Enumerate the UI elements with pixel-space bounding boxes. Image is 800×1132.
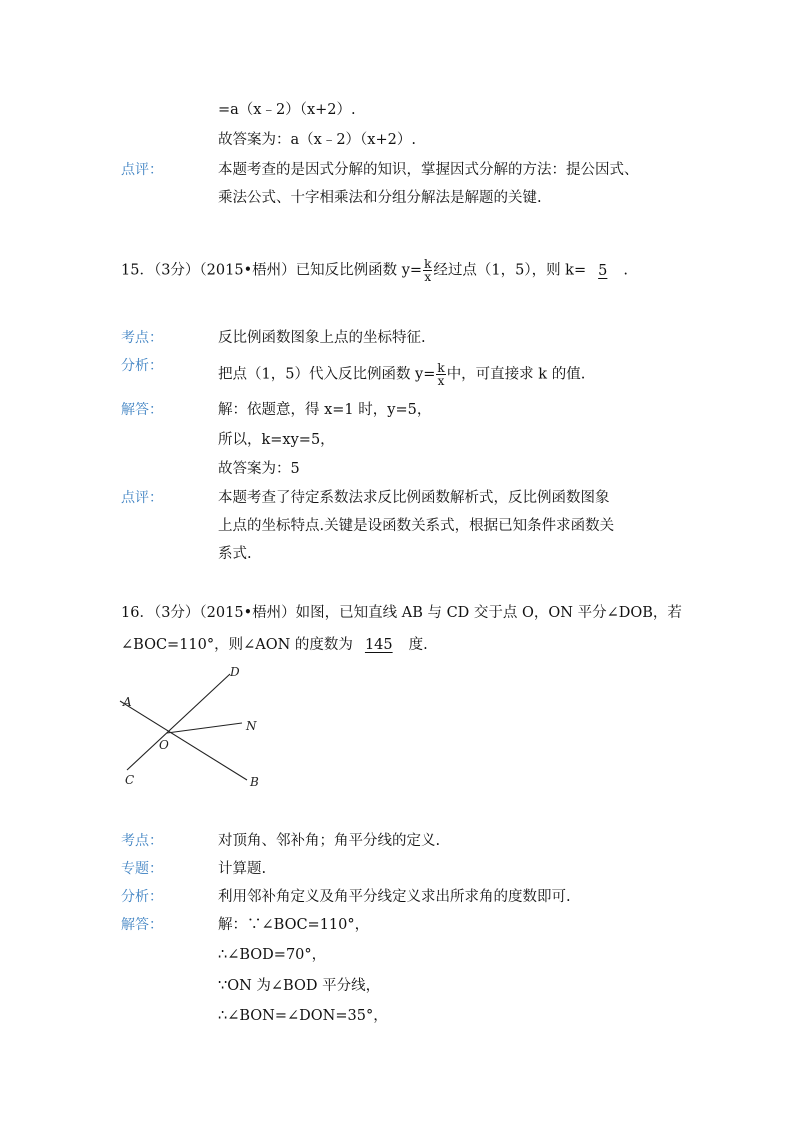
q15-comment-line: 本题考查了待定系数法求反比例函数解析式，反比例函数图象 [218, 490, 610, 506]
label-c: C [125, 773, 135, 787]
q15-analysis-after: 中，可直接求 k 的值. [446, 366, 586, 383]
q15-analysis-fraction [436, 362, 445, 387]
q16-answer-blank: 145 [364, 637, 393, 653]
label-b: B [250, 775, 259, 789]
q16-solution-label: 解答： [121, 917, 163, 933]
q15-stem-after: 经过点（1，5），则 k= [433, 262, 587, 279]
q16-stem-before: ∠BOC=110°，则∠AON 的度数为 [121, 637, 353, 653]
q15-stem-end: . [623, 262, 628, 279]
q15-analysis-label: 分析： [121, 358, 163, 374]
q14-step: =a（x﹣2）（x+2）. [218, 102, 356, 118]
q15-comment-label: 点评： [121, 490, 163, 506]
q15-stem [121, 258, 628, 283]
fraction-numerator: k [437, 361, 445, 375]
q15-solution-label: 解答： [121, 402, 163, 418]
q16-solution-line: ∴∠BOD=70°， [218, 947, 327, 963]
line-cd [127, 674, 230, 770]
q15-fraction [423, 258, 432, 283]
fraction-denominator: x [437, 374, 445, 388]
q16-analysis-text: 利用邻补角定义及角平分线定义求出所求角的度数即可. [218, 889, 571, 905]
q15-analysis-before: 把点（1，5）代入反比例函数 y= [218, 366, 436, 383]
q15-solution-line: 故答案为：5 [218, 461, 300, 477]
q15-comment-line: 上点的坐标特点.关键是设函数关系式，根据已知条件求函数关 [218, 518, 615, 534]
q16-solution-line: ∵ON 为∠BOD 平分线， [218, 978, 381, 994]
q15-stem-before: 15．（3分）（2015•梧州）已知反比例函数 y= [121, 262, 423, 279]
fraction-denominator: x [424, 270, 432, 284]
q16-solution-line: 解：∵∠BOC=110°， [218, 917, 370, 933]
label-a: A [123, 695, 132, 709]
label-n: N [246, 719, 257, 733]
q16-solution-line: ∴∠BON=∠DON=35°， [218, 1008, 388, 1024]
q14-answer-line: 故答案为：a（x﹣2）（x+2）. [218, 132, 416, 148]
q16-topic-label: 专题： [121, 861, 163, 877]
q16-point-text: 对顶角、邻补角；角平分线的定义. [218, 833, 441, 849]
q15-solution-line: 解：依题意，得 x=1 时，y=5， [218, 402, 432, 418]
q16-analysis-label: 分析： [121, 889, 163, 905]
q15-comment-line: 系式. [218, 546, 252, 562]
ray-on [167, 723, 242, 733]
fraction-numerator: k [424, 257, 432, 271]
q14-comment-label: 点评： [121, 162, 163, 178]
line-ab [120, 701, 247, 780]
q16-stem-line [121, 636, 428, 654]
q15-solution-line: 所以，k=xy=5， [218, 432, 335, 448]
q15-answer-blank: 5 [598, 262, 608, 279]
q16-point-label: 考点： [121, 833, 163, 849]
q15-point-label: 考点： [121, 330, 163, 346]
q15-analysis-text [218, 362, 585, 387]
angle-figure [110, 660, 270, 790]
label-o: O [159, 738, 169, 752]
q15-point-text: 反比例函数图象上点的坐标特征. [218, 330, 426, 346]
label-d: D [230, 665, 240, 679]
q16-stem-after: 度. [408, 637, 428, 653]
q14-comment-line: 本题考查的是因式分解的知识，掌握因式分解的方法：提公因式、 [218, 162, 639, 178]
q16-stem-line: 16．（3分）（2015•梧州）如图，已知直线 AB 与 CD 交于点 O，ON 平分∠DOB，若 [121, 605, 682, 621]
q16-topic-text: 计算题. [218, 861, 267, 877]
q14-comment-line: 乘法公式、十字相乘法和分组分解法是解题的关键. [218, 190, 542, 206]
